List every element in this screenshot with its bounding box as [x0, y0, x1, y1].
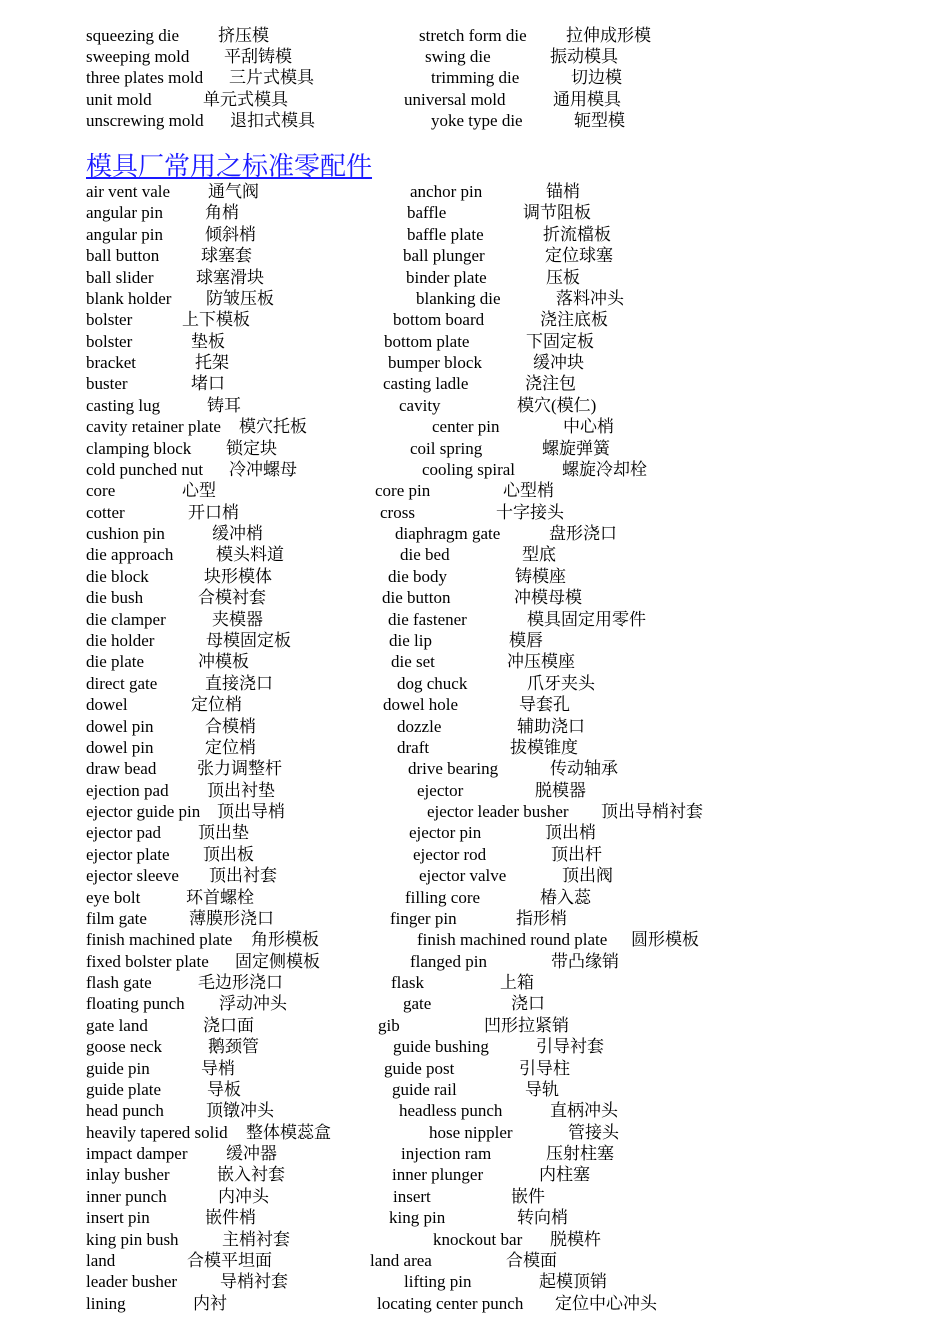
term-chinese: 定位梢 [191, 695, 242, 715]
term-chinese: 固定侧模板 [235, 951, 320, 971]
term-chinese: 拔模锥度 [510, 737, 578, 757]
term-chinese: 管接头 [568, 1122, 619, 1142]
term-chinese: 螺旋冷却栓 [562, 459, 647, 479]
term-chinese: 心型 [182, 481, 216, 501]
term-english: land [86, 1251, 116, 1270]
term-english: king pin [389, 1208, 446, 1228]
term-chinese: 定位中心冲头 [555, 1293, 657, 1313]
part-term-row [0, 1100, 950, 1121]
term-english: buster [86, 374, 128, 394]
term-chinese: 导梢 [201, 1058, 235, 1078]
term-english: bolster [86, 331, 133, 351]
term-english: gate land [86, 1015, 148, 1035]
part-term-row [0, 1143, 950, 1164]
term-chinese: 模头料道 [216, 545, 284, 565]
term-english: die lip [389, 630, 432, 650]
term-chinese: 螺旋弹簧 [542, 438, 610, 458]
term-chinese: 切边模 [571, 68, 622, 87]
term-chinese: 定位梢 [205, 737, 256, 757]
term-english: squeezing die [86, 26, 179, 45]
part-term-row [0, 373, 950, 394]
term-chinese: 带凸缘销 [551, 951, 619, 971]
part-term-row [0, 202, 950, 223]
part-term-row [0, 1293, 950, 1314]
part-term-row [0, 544, 950, 565]
term-chinese: 合模衬套 [198, 588, 266, 608]
term-chinese: 上下模板 [182, 310, 250, 330]
term-english: universal mold [404, 90, 506, 109]
part-term-row [0, 438, 950, 459]
term-chinese: 顶出阀 [562, 866, 613, 886]
term-chinese: 平刮铸模 [224, 47, 292, 66]
term-chinese: 挤压模 [218, 26, 269, 45]
term-english: cold punched nut [86, 459, 204, 479]
term-chinese: 拉伸成形模 [566, 26, 651, 45]
term-english: flanged pin [410, 951, 487, 971]
part-term-row [0, 951, 950, 972]
part-term-row [0, 716, 950, 737]
term-chinese: 直接浇口 [205, 673, 273, 693]
term-chinese: 冲模母模 [514, 588, 582, 608]
term-chinese: 折流檔板 [543, 224, 611, 244]
term-chinese: 顶镦冲头 [206, 1101, 274, 1121]
term-chinese: 上箱 [500, 973, 534, 993]
term-english: ball slider [86, 267, 154, 287]
part-term-row [0, 1036, 950, 1057]
part-term-row [0, 929, 950, 950]
part-term-row [0, 224, 950, 245]
term-english: center pin [432, 417, 500, 437]
term-english: knockout bar [433, 1229, 523, 1249]
term-english: diaphragm gate [395, 524, 501, 544]
term-english: draw bead [86, 759, 157, 779]
term-english: air vent vale [86, 182, 171, 201]
term-english: ejection pad [86, 780, 169, 800]
term-chinese: 母模固定板 [206, 630, 291, 650]
term-chinese: 落料冲头 [556, 288, 624, 308]
term-chinese: 整体模蕊盒 [246, 1122, 331, 1142]
term-english: lining [86, 1293, 126, 1313]
part-term-row [0, 480, 950, 501]
term-english: impact damper [86, 1144, 188, 1164]
term-chinese: 顶出杆 [551, 844, 602, 864]
term-chinese: 环首螺栓 [186, 887, 254, 907]
part-term-row [0, 181, 950, 202]
term-english: die bed [400, 545, 450, 565]
term-english: cavity retainer plate [86, 417, 221, 437]
term-chinese: 转向梢 [517, 1208, 568, 1228]
term-english: direct gate [86, 673, 158, 693]
term-chinese: 振动模具 [550, 47, 618, 66]
part-term-row [0, 267, 950, 288]
term-english: ejector guide pin [86, 802, 201, 822]
term-english: baffle [407, 203, 447, 223]
term-english: die approach [86, 545, 174, 565]
term-chinese: 下固定板 [526, 331, 594, 351]
term-english: inner plunger [392, 1165, 484, 1185]
term-english: trimming die [431, 68, 520, 87]
term-chinese: 开口梢 [188, 502, 239, 522]
term-chinese: 十字接头 [496, 502, 564, 522]
term-english: guide pin [86, 1058, 150, 1078]
term-chinese: 嵌件梢 [205, 1208, 256, 1228]
term-english: yoke type die [431, 111, 523, 130]
term-english: finish machined round plate [417, 930, 608, 950]
term-chinese: 心型梢 [503, 481, 554, 501]
term-chinese: 锚梢 [546, 182, 580, 201]
term-english: dog chuck [397, 673, 468, 693]
term-english: casting lug [86, 395, 161, 415]
term-english: angular pin [86, 224, 163, 244]
term-english: film gate [86, 908, 147, 928]
term-chinese: 浇口 [511, 994, 545, 1014]
part-term-row [0, 331, 950, 352]
term-english: inner punch [86, 1186, 167, 1206]
term-chinese: 缓冲器 [226, 1144, 277, 1164]
part-term-row [0, 523, 950, 544]
term-english: dowel pin [86, 716, 154, 736]
term-chinese: 冷冲螺母 [229, 459, 297, 479]
part-term-row [0, 1207, 950, 1228]
term-chinese: 浇注底板 [540, 310, 608, 330]
term-chinese: 浇注包 [525, 374, 576, 394]
term-english: finger pin [390, 908, 457, 928]
term-english: die clamper [86, 609, 166, 629]
part-term-row [0, 1122, 950, 1143]
part-term-row [0, 395, 950, 416]
part-term-row [0, 459, 950, 480]
term-chinese: 内衬 [193, 1293, 227, 1313]
term-chinese: 缓冲梢 [212, 524, 263, 544]
term-chinese: 毛边形浇口 [198, 973, 283, 993]
part-term-row [0, 309, 950, 330]
term-chinese: 定位球塞 [545, 246, 613, 266]
term-english: ball plunger [403, 246, 485, 266]
term-english: insert [393, 1186, 431, 1206]
part-term-row [0, 1186, 950, 1207]
part-term-row [0, 1015, 950, 1036]
term-english: blank holder [86, 288, 172, 308]
term-chinese: 退扣式模具 [230, 111, 315, 130]
term-english: guide plate [86, 1079, 162, 1099]
part-term-row [0, 502, 950, 523]
term-chinese: 内冲头 [218, 1186, 269, 1206]
term-english: cooling spiral [422, 459, 516, 479]
part-term-row [0, 651, 950, 672]
term-chinese: 模唇 [509, 630, 543, 650]
term-chinese: 三片式模具 [229, 68, 314, 87]
term-english: core pin [375, 481, 431, 501]
term-chinese: 爪牙夹头 [527, 673, 595, 693]
term-english: clamping block [86, 438, 192, 458]
term-english: draft [397, 737, 430, 757]
term-english: die bush [86, 588, 144, 608]
term-english: gate [403, 994, 432, 1014]
term-english: die block [86, 566, 149, 586]
term-english: blanking die [416, 288, 501, 308]
term-english: ejector rod [413, 844, 487, 864]
term-chinese: 顶出梢 [545, 823, 596, 843]
term-english: die holder [86, 630, 155, 650]
term-chinese: 导板 [207, 1079, 241, 1099]
part-term-row [0, 822, 950, 843]
part-term-row [0, 972, 950, 993]
term-english: floating punch [86, 994, 185, 1014]
term-chinese: 防皱压板 [206, 288, 274, 308]
term-english: die plate [86, 652, 145, 672]
term-english: cotter [86, 502, 125, 522]
term-english: ball button [86, 246, 160, 266]
term-chinese: 压射柱塞 [546, 1144, 614, 1164]
term-chinese: 顶出衬垫 [207, 780, 275, 800]
part-term-row [0, 1058, 950, 1079]
term-english: angular pin [86, 203, 163, 223]
term-english: king pin bush [86, 1229, 179, 1249]
part-term-row [0, 993, 950, 1014]
term-english: ejector valve [419, 866, 507, 886]
term-chinese: 压板 [546, 267, 580, 287]
term-english: ejector plate [86, 844, 170, 864]
term-chinese: 合模梢 [205, 716, 256, 736]
term-english: drive bearing [408, 759, 499, 779]
mold-type-row [0, 67, 950, 88]
term-chinese: 起模顶销 [539, 1272, 607, 1292]
term-chinese: 顶出垫 [198, 823, 249, 843]
term-english: goose neck [86, 1037, 163, 1057]
part-term-row [0, 288, 950, 309]
term-english: baffle plate [407, 224, 484, 244]
term-english: anchor pin [410, 182, 483, 201]
part-term-row [0, 780, 950, 801]
term-english: insert pin [86, 1208, 150, 1228]
part-term-row [0, 587, 950, 608]
term-english: bottom plate [384, 331, 470, 351]
term-english: guide rail [392, 1079, 457, 1099]
term-chinese: 倾斜梢 [205, 224, 256, 244]
part-term-row [0, 630, 950, 651]
term-chinese: 模具固定用零件 [527, 609, 646, 629]
term-english: ejector pin [409, 823, 482, 843]
term-english: bumper block [388, 353, 482, 373]
term-english: eye bolt [86, 887, 141, 907]
term-english: ejector sleeve [86, 866, 179, 886]
term-chinese: 冲模板 [198, 652, 249, 672]
term-chinese: 脱模杵 [550, 1229, 601, 1249]
term-chinese: 张力调整杆 [197, 759, 282, 779]
mold-type-row [0, 89, 950, 110]
term-english: dowel hole [383, 695, 459, 715]
part-term-row [0, 352, 950, 373]
term-chinese: 模穴(模仁) [517, 395, 597, 415]
term-chinese: 鹅颈管 [208, 1037, 259, 1057]
part-term-row [0, 673, 950, 694]
term-chinese: 球塞套 [201, 246, 252, 266]
part-term-row [0, 737, 950, 758]
part-term-row [0, 245, 950, 266]
term-english: bracket [86, 353, 137, 373]
term-chinese: 指形梢 [516, 908, 567, 928]
term-chinese: 铸模座 [515, 566, 566, 586]
term-english: die set [391, 652, 435, 672]
term-english: ejector pad [86, 823, 162, 843]
part-term-row [0, 694, 950, 715]
term-chinese: 嵌件 [511, 1186, 545, 1206]
term-english: dowel pin [86, 737, 154, 757]
term-chinese: 模穴托板 [239, 417, 307, 437]
term-english: ejector [417, 780, 464, 800]
part-term-row [0, 887, 950, 908]
part-term-row [0, 1250, 950, 1271]
term-english: leader busher [86, 1272, 178, 1292]
term-english: cavity [399, 395, 441, 415]
term-chinese: 导梢衬套 [220, 1272, 288, 1292]
term-english: filling core [405, 887, 481, 907]
term-english: headless punch [399, 1101, 503, 1121]
term-english: cushion pin [86, 524, 165, 544]
term-english: hose nippler [429, 1122, 513, 1142]
term-english: finish machined plate [86, 930, 233, 950]
term-english: dozzle [397, 716, 442, 736]
term-chinese: 盘形浇口 [549, 524, 617, 544]
part-term-row [0, 1271, 950, 1292]
part-term-row [0, 1229, 950, 1250]
mold-type-row [0, 110, 950, 131]
term-chinese: 单元式模具 [203, 90, 288, 109]
term-english: binder plate [406, 267, 487, 287]
term-english: flask [391, 973, 425, 993]
term-chinese: 角梢 [205, 203, 239, 223]
term-english: unit mold [86, 90, 152, 109]
term-english: bolster [86, 310, 133, 330]
term-chinese: 合模面 [506, 1251, 557, 1270]
term-english: swing die [425, 47, 491, 66]
mold-type-row [0, 25, 950, 46]
term-chinese: 引导柱 [519, 1058, 570, 1078]
term-english: stretch form die [419, 26, 527, 45]
term-chinese: 顶出衬套 [209, 866, 277, 886]
term-chinese: 薄膜形浇口 [189, 908, 274, 928]
term-chinese: 块形模体 [204, 566, 272, 586]
term-chinese: 导套孔 [519, 695, 570, 715]
term-english: cross [380, 502, 415, 522]
term-chinese: 引导衬套 [536, 1037, 604, 1057]
term-chinese: 浮动冲头 [219, 994, 287, 1014]
part-term-row [0, 609, 950, 630]
term-chinese: 托架 [195, 353, 229, 373]
term-chinese: 辅助浇口 [517, 716, 585, 736]
term-chinese: 椿入蕊 [540, 887, 591, 907]
term-english: core [86, 481, 116, 501]
term-chinese: 凹形拉紧销 [484, 1015, 569, 1035]
term-english: sweeping mold [86, 47, 190, 66]
term-chinese: 锁定块 [226, 438, 277, 458]
term-chinese: 顶出导梢 [217, 802, 285, 822]
term-chinese: 夹模器 [212, 609, 263, 629]
section-heading[interactable]: 模具厂常用之标准零配件 [86, 152, 373, 181]
term-english: three plates mold [86, 68, 204, 87]
term-chinese: 冲压模座 [507, 652, 575, 672]
term-chinese: 内柱塞 [539, 1165, 590, 1185]
term-chinese: 合模平坦面 [187, 1251, 272, 1270]
term-chinese: 导轨 [525, 1079, 559, 1099]
part-term-row [0, 908, 950, 929]
term-chinese: 堵口 [191, 374, 225, 394]
part-term-row [0, 758, 950, 779]
term-chinese: 中心梢 [563, 417, 614, 437]
term-english: ejector leader busher [427, 802, 569, 822]
term-english: casting ladle [383, 374, 469, 394]
mold-type-row [0, 46, 950, 67]
term-chinese: 球塞滑块 [196, 267, 264, 287]
term-english: coil spring [410, 438, 483, 458]
term-english: guide bushing [393, 1037, 489, 1057]
term-chinese: 主梢衬套 [222, 1229, 290, 1249]
term-english: gib [378, 1015, 400, 1035]
term-chinese: 垫板 [191, 331, 225, 351]
part-term-row [0, 416, 950, 437]
term-english: dowel [86, 695, 128, 715]
term-english: guide post [384, 1058, 455, 1078]
term-chinese: 嵌入衬套 [217, 1165, 285, 1185]
part-term-row [0, 801, 950, 822]
term-chinese: 缓冲块 [533, 353, 584, 373]
term-chinese: 轭型模 [574, 111, 625, 130]
term-english: die button [382, 588, 451, 608]
term-chinese: 调节阻板 [523, 203, 591, 223]
term-english: unscrewing mold [86, 111, 204, 130]
part-term-row [0, 566, 950, 587]
term-chinese: 浇口面 [203, 1015, 254, 1035]
term-english: bottom board [393, 310, 485, 330]
part-term-row [0, 1079, 950, 1100]
part-term-row [0, 844, 950, 865]
term-english: injection ram [401, 1144, 492, 1164]
term-english: die body [388, 566, 448, 586]
term-chinese: 顶出板 [203, 844, 254, 864]
term-chinese: 传动轴承 [550, 759, 618, 779]
term-chinese: 型底 [522, 545, 556, 565]
term-english: fixed bolster plate [86, 951, 209, 971]
term-chinese: 角形模板 [251, 930, 319, 950]
term-english: lifting pin [404, 1272, 472, 1292]
term-english: inlay busher [86, 1165, 170, 1185]
term-chinese: 脱模器 [535, 780, 586, 800]
term-chinese: 铸耳 [207, 395, 241, 415]
term-chinese: 圆形模板 [631, 930, 699, 950]
term-english: heavily tapered solid [86, 1122, 228, 1142]
part-term-row [0, 1164, 950, 1185]
term-chinese: 通用模具 [553, 90, 621, 109]
term-chinese: 通气阀 [208, 182, 259, 201]
term-english: locating center punch [377, 1293, 524, 1313]
term-english: head punch [86, 1101, 164, 1121]
term-chinese: 直柄冲头 [550, 1101, 618, 1121]
term-english: land area [370, 1251, 432, 1270]
term-chinese: 顶出导梢衬套 [601, 802, 703, 822]
term-english: flash gate [86, 973, 152, 993]
term-english: die fastener [388, 609, 467, 629]
part-term-row [0, 865, 950, 886]
